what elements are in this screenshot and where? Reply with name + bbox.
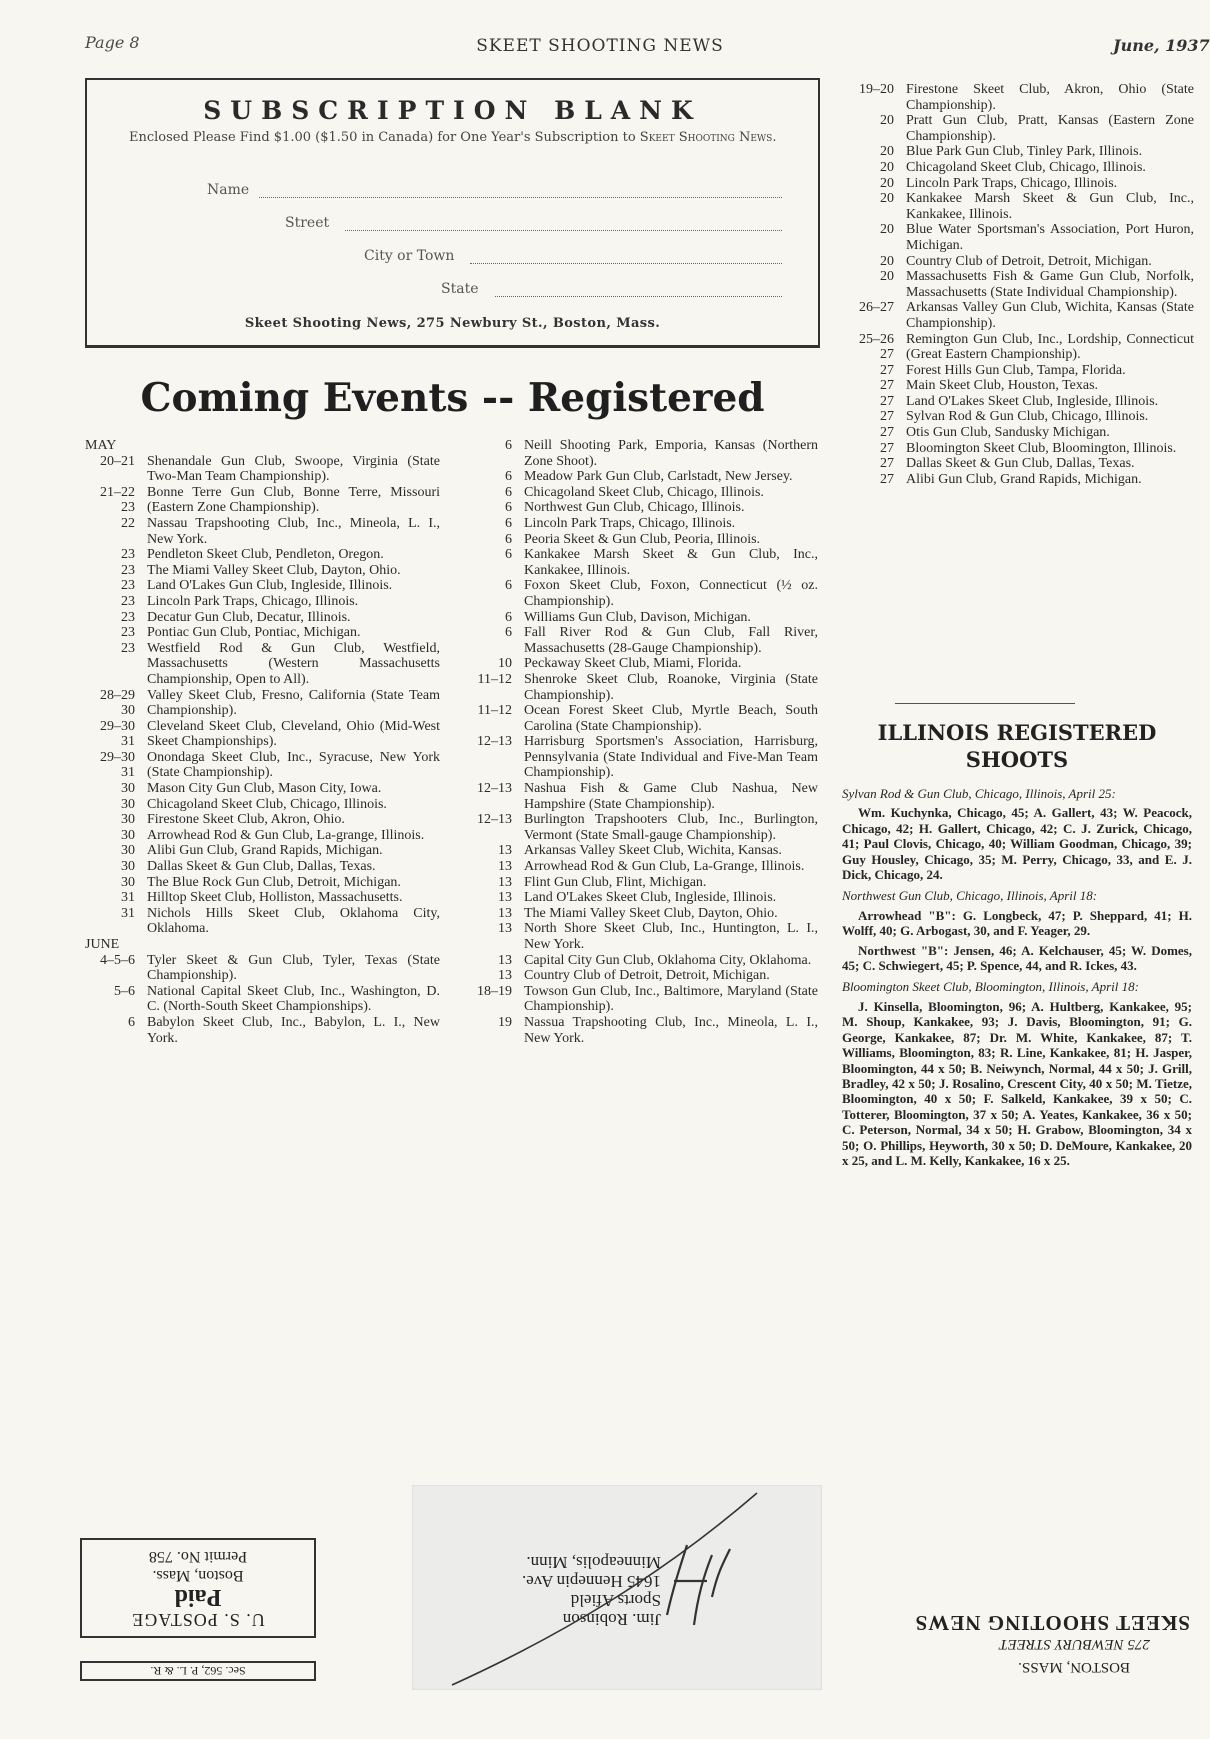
event-text: Nashua Fish & Game Club Nashua, New Hampshire (State Championship). [524, 781, 818, 812]
event-text: Decatur Gun Club, Decatur, Illinois. [147, 609, 351, 625]
state-field[interactable] [495, 295, 782, 297]
subscription-address: Skeet Shooting News, 275 Newbury St., Boston, Mass. [244, 316, 661, 331]
event-item [458, 968, 818, 984]
event-text: Kankakee Marsh Skeet & Gun Club, Inc., Kankakee, Illinois. [524, 547, 818, 578]
event-item [458, 485, 818, 501]
event-item [458, 984, 818, 1015]
section-note: Sec. 562, P. L. & R. [80, 1661, 316, 1681]
event-text: Capital City Gun Club, Oklahoma City, Oklahoma. [524, 952, 812, 968]
return-line: SKEET SHOOTING NEWS [914, 1611, 1190, 1635]
event-date: 13 [498, 952, 512, 968]
event-date: 20–21 [100, 453, 135, 469]
events-column-3 [844, 82, 1194, 487]
event-text: Forest Hills Gun Club, Tampa, Florida. [906, 362, 1126, 378]
event-item [85, 547, 440, 563]
event-date: 26–27 [859, 300, 894, 316]
event-item [85, 812, 440, 828]
event-date: 13 [498, 890, 512, 906]
event-date: 13 [498, 905, 512, 921]
event-item [844, 394, 1194, 410]
event-text: Chicagoland Skeet Club, Chicago, Illinois. [906, 159, 1146, 175]
street-label: Street [285, 215, 330, 231]
event-date: 23 [121, 625, 135, 641]
event-text: Mason City Gun Club, Mason City, Iowa. [147, 781, 382, 797]
event-date: 30 [121, 796, 135, 812]
event-date: 12–13 [477, 781, 512, 797]
event-date: 6 [505, 484, 512, 500]
postage-indicia [80, 1538, 316, 1638]
event-text: Harrisburg Sportsmen's Association, Harrisburg, Pennsylvania (State Individual and Five-Man Team Championship). [524, 734, 818, 781]
event-date: 6 [505, 515, 512, 531]
event-text: Meadow Park Gun Club, Carlstadt, New Jersey. [524, 469, 793, 485]
event-text: Arkansas Valley Gun Club, Wichita, Kansas (State Championship). [906, 300, 1194, 331]
event-item [844, 144, 1194, 160]
subscription-text-c: . [772, 130, 777, 145]
event-text: Remington Gun Club, Inc., Lordship, Connecticut (Great Eastern Championship). [906, 331, 1194, 363]
event-date: 27 [880, 362, 894, 378]
event-text: Burlington Trapshooters Club, Inc., Burlington, Vermont (State Small-gauge Championship). [524, 812, 818, 843]
event-text: Firestone Skeet Club, Akron, Ohio (State Championship). [906, 82, 1194, 113]
event-date: 30 [121, 874, 135, 890]
event-text: Pontiac Gun Club, Pontiac, Michigan. [147, 625, 361, 641]
event-item [844, 300, 1194, 331]
event-item [458, 953, 818, 969]
event-date: 6 [505, 531, 512, 547]
page-number: Page 8 [85, 33, 140, 52]
event-item [458, 859, 818, 875]
event-date: 27 [880, 409, 894, 425]
label-line: 1645 Hennepin Ave. [522, 1572, 661, 1591]
event-text: Alibi Gun Club, Grand Rapids, Michigan. [147, 843, 383, 859]
event-text: The Miami Valley Skeet Club, Dayton, Ohio. [147, 562, 401, 578]
event-item [458, 500, 818, 516]
event-item [458, 469, 818, 485]
event-text: Dallas Skeet & Gun Club, Dallas, Texas. [147, 859, 376, 875]
subscription-text-b: Skeet Shooting News [639, 130, 773, 145]
event-text: Pratt Gun Club, Pratt, Kansas (Eastern Zone Championship). [906, 113, 1194, 144]
event-text: Blue Park Gun Club, Tinley Park, Illinois. [906, 144, 1143, 160]
event-text: Kankakee Marsh Skeet & Gun Club, Inc., Kankakee, Illinois. [906, 191, 1194, 222]
shoot-results: Arrowhead "B": G. Longbeck, 47; P. Sheppard, 41; H. Wolff, 40; G. Arbogast, 30, and F. Yeager, 29. [842, 907, 1192, 939]
event-date: 5–6 [114, 983, 135, 999]
event-item [458, 532, 818, 548]
event-text: Alibi Gun Club, Grand Rapids, Michigan. [906, 471, 1142, 487]
event-date: 27 [880, 471, 894, 487]
divider [895, 703, 1075, 704]
event-text: Valley Skeet Club, Fresno, California (State Team Championship). [147, 687, 440, 719]
event-text: Land O'Lakes Gun Club, Ingleside, Illinois. [147, 578, 393, 594]
event-text: National Capital Skeet Club, Inc., Washington, D. C. (North-South Skeet Championships). [147, 983, 440, 1015]
event-date: 18–19 [477, 983, 512, 999]
event-date: 27 [880, 425, 894, 441]
event-item [844, 191, 1194, 222]
event-item [85, 688, 440, 719]
event-item [458, 843, 818, 859]
event-text: Northwest Gun Club, Chicago, Illinois. [524, 500, 745, 516]
event-text: Country Club of Detroit, Detroit, Michigan. [524, 968, 770, 984]
event-date: 13 [498, 921, 512, 937]
event-item [844, 409, 1194, 425]
event-text: Nassau Trapshooting Club, Inc., Mineola, L. I., New York. [147, 515, 440, 547]
event-date: 29–30 31 [100, 749, 135, 781]
event-date: 20 [880, 222, 894, 238]
event-date: 12–13 [477, 812, 512, 828]
event-text: Blue Water Sportsman's Association, Port Huron, Michigan. [906, 222, 1194, 253]
event-date: 22 [121, 515, 135, 531]
postage-line: U. S. POSTAGE [131, 1610, 265, 1630]
event-item [844, 176, 1194, 192]
event-date: 6 [128, 1014, 135, 1030]
event-item [85, 781, 440, 797]
event-date: 23 [121, 547, 135, 563]
club-heading: Bloomington Skeet Club, Bloomington, Illinois, April 18: [842, 979, 1139, 995]
event-text: Sylvan Rod & Gun Club, Chicago, Illinois. [906, 409, 1149, 425]
event-text: Neill Shooting Park, Emporia, Kansas (Northern Zone Shoot). [524, 438, 818, 469]
subscription-blank [85, 78, 820, 348]
event-text: Otis Gun Club, Sandusky Michigan. [906, 425, 1110, 441]
event-item [458, 875, 818, 891]
subscription-title: SUBSCRIPTION BLANK [203, 96, 702, 125]
coming-events-title: Coming Events -- Registered [140, 375, 765, 421]
shoot-results: J. Kinsella, Bloomington, 96; A. Hultberg, Kankakee, 95; M. Shoup, Kankakee, 93; J. Davis, Bloomington, 91; G. George, Kankakee, 87; Dr. M. White, Kankakee, 87; T. Williams, Bloomington, 83; R. Line, Kankakee, 81; H. Jasper, Bloomington, 44 x 50; B. Neiwynch, Normal, 44 x 50; J. Grill, Bradley, 42 x 50; J. Rosalino, Crescent City, 40 x 50; M. Tietze, Bloomington, 40 x 50; F. Salkeld, Kankakee, 39 x 50; C. Totterer, Bloomington, 37 x 50; A. Yeates, Kankakee, 36 x 50; C. Peterson, Normal, 34 x 50; H. Grabow, Bloomington, 34 x 50; O. Phillips, Heyworth, 30 x 50; D. DeMoure, Kankakee, 20 x 25, and L. M. Kelly, Kankakee, 16 x 25. [842, 998, 1192, 1168]
postage-line: Boston, Mass. [152, 1567, 244, 1584]
return-address [860, 1610, 1190, 1675]
event-date: 23 [121, 609, 135, 625]
event-date: 6 [505, 469, 512, 485]
event-date: 20 [880, 175, 894, 191]
event-item [458, 921, 818, 952]
event-item [844, 378, 1194, 394]
event-item [458, 625, 818, 656]
event-item [85, 485, 440, 516]
event-item [844, 269, 1194, 300]
event-item [85, 516, 440, 547]
postage-line: Permit No. 758 [148, 1548, 248, 1565]
subscription-text-a: Enclosed Please Find $1.00 ($1.50 in Canada) for One Year's Subscription to [129, 130, 640, 145]
event-item [458, 656, 818, 672]
event-item [458, 734, 818, 781]
event-text: Bloomington Skeet Club, Bloomington, Illinois. [906, 440, 1177, 456]
event-text: Hilltop Skeet Club, Holliston, Massachusetts. [147, 890, 403, 906]
event-text: Bonne Terre Gun Club, Bonne Terre, Missouri (Eastern Zone Championship). [147, 484, 440, 516]
event-text: Country Club of Detroit, Detroit, Michigan. [906, 253, 1152, 269]
event-date: 20 [880, 159, 894, 175]
event-text: Dallas Skeet & Gun Club, Dallas, Texas. [906, 456, 1135, 472]
event-item [85, 843, 440, 859]
month-heading: JUNE [85, 937, 120, 952]
event-item [85, 610, 440, 626]
event-date: 31 [121, 905, 135, 921]
event-date: 6 [505, 438, 512, 453]
event-date: 30 [121, 781, 135, 797]
subscription-text [129, 130, 782, 145]
event-date: 30 [121, 812, 135, 828]
event-item [458, 890, 818, 906]
event-item [844, 222, 1194, 253]
event-item [458, 438, 818, 469]
return-line: BOSTON, MASS. [1018, 1659, 1130, 1675]
event-item [844, 254, 1194, 270]
event-date: 23 [121, 562, 135, 578]
event-text: Ocean Forest Skeet Club, Myrtle Beach, South Carolina (State Championship). [524, 703, 818, 734]
event-date: 20 [880, 144, 894, 160]
event-item [844, 425, 1194, 441]
event-date: 23 [121, 640, 135, 656]
event-text: Land O'Lakes Skeet Club, Ingleside, Illinois. [906, 393, 1159, 409]
event-date: 12–13 [477, 734, 512, 750]
event-text: Peoria Skeet & Gun Club, Peoria, Illinois. [524, 531, 761, 547]
event-item [85, 906, 440, 937]
event-text: Arrowhead Rod & Gun Club, La-Grange, Illinois. [524, 859, 805, 875]
event-item [85, 953, 440, 984]
event-date: 13 [498, 968, 512, 984]
label-line: Sports Afield [570, 1591, 661, 1610]
event-text: Arrowhead Rod & Gun Club, La-grange, Illinois. [147, 827, 425, 843]
postage-line: Paid [174, 1584, 222, 1610]
event-item [458, 703, 818, 734]
event-date: 13 [498, 843, 512, 859]
event-item [844, 363, 1194, 379]
issue-date: June, 1937 [1113, 36, 1210, 55]
event-date: 4–5–6 [100, 952, 135, 968]
event-date: 27 [880, 393, 894, 409]
event-item [85, 750, 440, 781]
event-item [458, 610, 818, 626]
event-text: Towson Gun Club, Inc., Baltimore, Maryland (State Championship). [524, 983, 818, 1015]
event-text: Nichols Hills Skeet Club, Oklahoma City, Oklahoma. [147, 905, 440, 937]
event-item [85, 454, 440, 485]
event-text: Shenroke Skeet Club, Roanoke, Virginia (State Championship). [524, 671, 818, 703]
event-item [458, 781, 818, 812]
event-item [85, 984, 440, 1015]
event-text: Lincoln Park Traps, Chicago, Illinois. [524, 515, 736, 531]
event-date: 31 [121, 890, 135, 906]
handwritten-mark-icon [412, 1485, 822, 1690]
event-date: 20 [880, 253, 894, 269]
event-text: Massachusetts Fish & Game Gun Club, Norfolk, Massachusetts (State Individual Championship). [906, 269, 1194, 300]
illinois-title: ILLINOIS REGISTERED SHOOTS [877, 720, 1157, 772]
event-date: 28–29 30 [100, 687, 135, 719]
event-item [85, 625, 440, 641]
event-item [844, 113, 1194, 144]
event-item [85, 797, 440, 813]
event-text: Lincoln Park Traps, Chicago, Illinois. [147, 593, 359, 609]
event-item [85, 828, 440, 844]
event-text: Lincoln Park Traps, Chicago, Illinois. [906, 175, 1118, 191]
event-item [85, 875, 440, 891]
event-date: 19 [498, 1014, 512, 1030]
event-date: 20 [880, 113, 894, 129]
event-text: Arkansas Valley Skeet Club, Wichita, Kansas. [524, 843, 782, 859]
city-label: City or Town [364, 248, 455, 264]
event-date: 23 [121, 578, 135, 594]
event-text: Tyler Skeet & Gun Club, Tyler, Texas (State Championship). [147, 952, 440, 984]
event-text: Williams Gun Club, Davison, Michigan. [524, 609, 751, 625]
event-date: 30 [121, 843, 135, 859]
event-item [844, 332, 1194, 363]
event-text: Peckaway Skeet Club, Miami, Florida. [524, 656, 742, 672]
event-item [458, 906, 818, 922]
event-date: 13 [498, 859, 512, 875]
event-item [458, 547, 818, 578]
publication-title: SKEET SHOOTING NEWS [476, 36, 724, 56]
event-text: Flint Gun Club, Flint, Michigan. [524, 874, 707, 890]
event-date: 11–12 [477, 671, 512, 687]
event-item [85, 594, 440, 610]
event-date: 25–26 27 [859, 331, 894, 363]
event-text: Fall River Rod & Gun Club, Fall River, Massachusetts (28-Gauge Championship). [524, 625, 818, 656]
event-date: 29–30 31 [100, 718, 135, 750]
street-field[interactable] [345, 229, 782, 231]
event-date: 11–12 [477, 703, 512, 719]
event-item [85, 563, 440, 579]
return-line: 275 NEWBURY STREET [999, 1636, 1150, 1652]
illinois-results [842, 780, 1192, 1168]
name-field[interactable] [259, 196, 782, 198]
event-text: Onondaga Skeet Club, Inc., Syracuse, New York (State Championship). [147, 749, 440, 781]
label-line: Minneapolis, Minn. [526, 1553, 661, 1572]
event-text: Firestone Skeet Club, Akron, Ohio. [147, 812, 345, 828]
event-date: 6 [505, 625, 512, 641]
event-text: Shenandale Gun Club, Swoope, Virginia (State Two-Man Team Championship). [147, 453, 440, 485]
event-text: North Shore Skeet Club, Inc., Huntington, L. I., New York. [524, 921, 818, 952]
event-date: 6 [505, 578, 512, 594]
event-text: Chicagoland Skeet Club, Chicago, Illinois. [147, 796, 387, 812]
events-column-2 [458, 438, 818, 1046]
event-text: Land O'Lakes Skeet Club, Ingleside, Illinois. [524, 890, 777, 906]
event-date: 21–22 23 [100, 484, 135, 516]
event-text: Foxon Skeet Club, Foxon, Connecticut (½ oz. Championship). [524, 578, 818, 609]
event-date: 20 [880, 269, 894, 285]
event-item [844, 441, 1194, 457]
event-text: Main Skeet Club, Houston, Texas. [906, 378, 1099, 394]
city-field[interactable] [470, 262, 782, 264]
event-text: Nassua Trapshooting Club, Inc., Mineola, L. I., New York. [524, 1014, 818, 1046]
event-item [458, 578, 818, 609]
event-date: 30 [121, 859, 135, 875]
event-text: The Blue Rock Gun Club, Detroit, Michigan. [147, 874, 401, 890]
event-item [844, 456, 1194, 472]
event-date: 19–20 [859, 82, 894, 97]
event-date: 27 [880, 378, 894, 394]
shoot-results: Northwest "B": Jensen, 46; A. Kelchauser, 45; W. Domes, 45; C. Schwiegert, 45; P. Spence, 44, and R. Ickes, 43. [842, 942, 1192, 974]
event-item [85, 890, 440, 906]
event-date: 13 [498, 874, 512, 890]
month-heading: MAY [85, 438, 117, 453]
event-item [85, 859, 440, 875]
event-date: 23 [121, 593, 135, 609]
event-date: 20 [880, 191, 894, 207]
event-date: 10 [498, 656, 512, 672]
event-item [85, 1015, 440, 1046]
event-item [458, 516, 818, 532]
label-line: Jim. Robinson [562, 1610, 661, 1629]
event-item [85, 641, 440, 688]
event-date: 30 [121, 827, 135, 843]
state-label: State [441, 281, 479, 297]
event-text: Pendleton Skeet Club, Pendleton, Oregon. [147, 547, 384, 563]
shoot-results: Wm. Kuchynka, Chicago, 45; A. Gallert, 43; W. Peacock, Chicago, 42; H. Gallert, Chicago, 42; C. J. Zurick, Chicago, 41; Paul Clovis, Chicago, 40; William Goodman, Chicago, 39; Guy Housley, Chicago, 35; M. Perry, Chicago, 33, and E. J. Dick, Chicago, 24. [842, 805, 1192, 883]
name-label: Name [207, 182, 250, 198]
event-item [458, 672, 818, 703]
event-date: 27 [880, 456, 894, 472]
event-text: Babylon Skeet Club, Inc., Babylon, L. I., New York. [147, 1014, 440, 1046]
event-item [844, 472, 1194, 488]
event-date: 6 [505, 500, 512, 516]
event-item [458, 812, 818, 843]
event-date: 27 [880, 440, 894, 456]
event-text: Cleveland Skeet Club, Cleveland, Ohio (Mid-West Skeet Championships). [147, 718, 440, 750]
club-heading: Sylvan Rod & Gun Club, Chicago, Illinois, April 25: [842, 786, 1116, 801]
event-item [85, 578, 440, 594]
event-text: The Miami Valley Skeet Club, Dayton, Ohio. [524, 905, 778, 921]
events-column-1 [85, 438, 440, 1046]
address-label [412, 1485, 822, 1690]
event-item [458, 1015, 818, 1046]
event-date: 6 [505, 609, 512, 625]
event-item [85, 719, 440, 750]
event-text: Westfield Rod & Gun Club, Westfield, Massachusetts (Western Massachusetts Championship, Open to All). [147, 640, 440, 687]
event-text: Chicagoland Skeet Club, Chicago, Illinois. [524, 484, 764, 500]
event-date: 6 [505, 547, 512, 563]
club-heading: Northwest Gun Club, Chicago, Illinois, April 18: [842, 888, 1098, 904]
event-item [844, 160, 1194, 176]
event-item [844, 82, 1194, 113]
